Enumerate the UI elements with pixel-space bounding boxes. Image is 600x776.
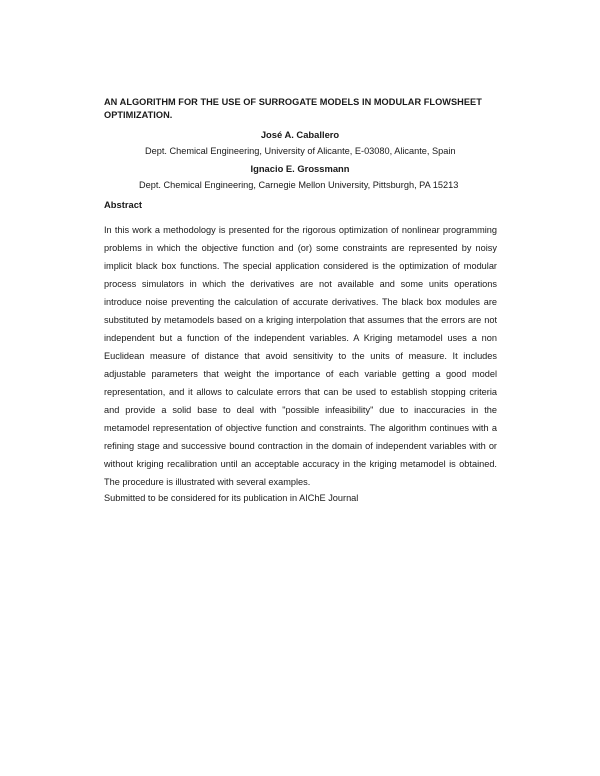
abstract-heading: Abstract: [104, 199, 143, 210]
abstract-line: refining stage and successive bound contraction in the domain of independent variables with or: [104, 441, 497, 451]
abstract-line: adjustable parameters that weight the importance of each variable getting a good model: [104, 369, 497, 379]
abstract-line: metamodel representation of objective function and constraints. The algorithm continues with a: [104, 423, 497, 433]
abstract-line: without kriging recalibration until an acceptable accuracy in the kriging metamodel is obtained.: [104, 459, 497, 469]
abstract-line: In this work a methodology is presented for the rigorous optimization of nonlinear programming: [104, 225, 497, 235]
abstract-line: The procedure is illustrated with several examples.: [104, 477, 311, 487]
paper-title: [104, 96, 504, 122]
paper-title-line-1: AN ALGORITHM FOR THE USE OF SURROGATE MODELS IN MODULAR FLOWSHEET: [104, 97, 482, 107]
author-name: José A. Caballero: [260, 129, 340, 140]
abstract-line: Euclidean measure of distance that avoid sensitivity to the units of measure. It includes: [104, 351, 497, 361]
abstract-line: independent but a function of the independent variables. A Kriging metamodel uses a non: [104, 333, 497, 343]
abstract-line: process simulators in which the derivatives are not available and some units operations: [104, 279, 497, 289]
author-affiliation: Dept. Chemical Engineering, University of Alicante, E-03080, Alicante, Spain: [145, 146, 456, 156]
abstract-line: substituted by metamodels based on a kriging interpolation that assumes that the errors are not: [104, 315, 497, 325]
author-affiliation: Dept. Chemical Engineering, Carnegie Mellon University, Pittsburgh, PA 15213: [139, 180, 459, 190]
abstract-line: implicit black box functions. The special application considered is the optimization of modular: [104, 261, 497, 271]
abstract-line: problems in which the objective function and (or) some constraints are represented by noisy: [104, 243, 497, 253]
abstract-body: [104, 221, 497, 491]
paper-title-line-2: OPTIMIZATION.: [104, 110, 173, 120]
abstract-line: and provide a solid base to deal with "possible infeasibility" due to inaccuracies in the: [104, 405, 497, 415]
submission-note: Submitted to be considered for its publication in AIChE Journal: [104, 493, 359, 503]
author-name: Ignacio E. Grossmann: [250, 163, 350, 174]
abstract-line: representation, and it allows to calculate errors that can be used to establish stopping criteria: [104, 387, 497, 397]
abstract-line: introduce noise preventing the calculation of accurate derivatives. The black box modules are: [104, 297, 497, 307]
